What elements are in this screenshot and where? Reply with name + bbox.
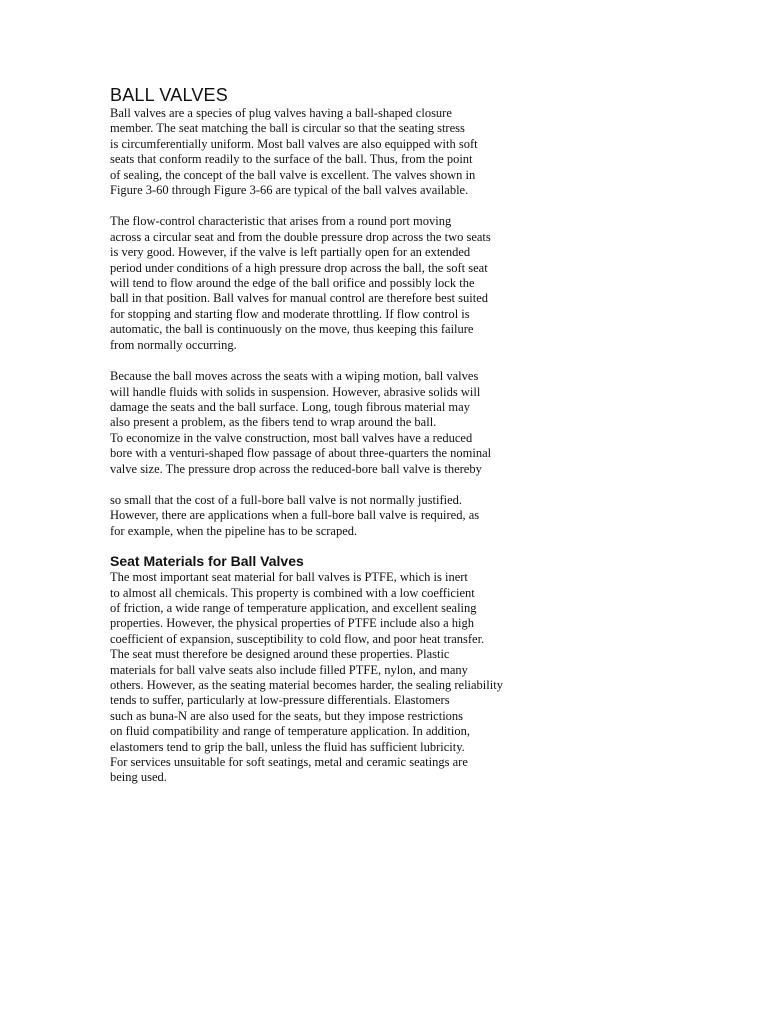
paragraph-line: will handle fluids with solids in suspension. However, abrasive solids will bbox=[110, 384, 481, 399]
paragraph-line: Figure 3-60 through Figure 3-66 are typical of the ball valves available. bbox=[110, 183, 469, 198]
paragraph-line: To economize in the valve construction, most ball valves have a reduced bbox=[110, 430, 473, 445]
paragraph-line: for stopping and starting flow and moderate throttling. If flow control is bbox=[110, 306, 470, 321]
document-page bbox=[110, 84, 670, 786]
paragraph-line: such as buna-N are also used for the seats, but they impose restrictions bbox=[110, 708, 464, 723]
paragraph-line: also present a problem, as the fibers tend to wrap around the ball. bbox=[110, 415, 437, 430]
flow-control-paragraph bbox=[110, 214, 670, 353]
seat-materials-paragraph bbox=[110, 570, 670, 786]
paragraph-spacer bbox=[110, 477, 670, 493]
paragraph-line: others. However, as the seating material becomes harder, the sealing reliability bbox=[110, 678, 503, 692]
paragraph-line: member. The seat matching the ball is circular so that the seating stress bbox=[110, 121, 465, 136]
paragraph-line: seats that conform readily to the surface of the ball. Thus, from the point bbox=[110, 152, 473, 167]
paragraph-line: The most important seat material for ball valves is PTFE, which is inert bbox=[110, 570, 468, 585]
paragraph-line: damage the seats and the ball surface. Long, tough fibrous material may bbox=[110, 399, 470, 414]
paragraph-line: For services unsuitable for soft seatings, metal and ceramic seatings are bbox=[110, 755, 468, 770]
page-title: BALL VALVES bbox=[110, 85, 228, 105]
paragraph-line: valve size. The pressure drop across the reduced-bore ball valve is thereby bbox=[110, 461, 482, 476]
continuation-paragraph bbox=[110, 493, 670, 539]
paragraph-line: to almost all chemicals. This property is combined with a low coefficient bbox=[110, 585, 475, 600]
paragraph-line: The flow-control characteristic that arises from a round port moving bbox=[110, 214, 452, 229]
paragraph-line: of friction, a wide range of temperature application, and excellent sealing bbox=[110, 600, 477, 615]
paragraph-line: is very good. However, if the valve is left partially open for an extended bbox=[110, 245, 471, 260]
paragraph-line: Ball valves are a species of plug valves having a ball-shaped closure bbox=[110, 106, 452, 120]
paragraph-line: will tend to flow around the edge of the ball orifice and possibly lock the bbox=[110, 276, 475, 291]
paragraph-line: is circumferentially uniform. Most ball valves are also equipped with soft bbox=[110, 136, 478, 151]
section-heading: Seat Materials for Ball Valves bbox=[110, 553, 304, 570]
paragraph-line: period under conditions of a high pressure drop across the ball, the soft seat bbox=[110, 260, 488, 275]
paragraph-line: across a circular seat and from the double pressure drop across the two seats bbox=[110, 229, 491, 244]
paragraph-spacer bbox=[110, 353, 670, 369]
paragraph-line: bore with a venturi-shaped flow passage of about three-quarters the nominal bbox=[110, 446, 492, 461]
paragraph-line: for example, when the pipeline has to be scraped. bbox=[110, 523, 358, 538]
paragraph-line: being used. bbox=[110, 770, 167, 785]
paragraph-line: so small that the cost of a full-bore ball valve is not normally justified. bbox=[110, 492, 463, 507]
paragraph-line: on fluid compatibility and range of temperature application. In addition, bbox=[110, 724, 470, 739]
intro-paragraph bbox=[110, 106, 670, 198]
paragraph-line: coefficient of expansion, susceptibility to cold flow, and poor heat transfer. bbox=[110, 631, 485, 646]
paragraph-line: However, there are applications when a full-bore ball valve is required, as bbox=[110, 508, 480, 523]
paragraph-line: Because the ball moves across the seats with a wiping motion, ball valves bbox=[110, 369, 479, 384]
paragraph-spacer bbox=[110, 539, 670, 553]
paragraph-line: elastomers tend to grip the ball, unless the fluid has sufficient lubricity. bbox=[110, 739, 465, 754]
paragraph-line: from normally occurring. bbox=[110, 337, 237, 352]
paragraph-spacer bbox=[110, 198, 670, 214]
paragraph-line: of sealing, the concept of the ball valve is excellent. The valves shown in bbox=[110, 167, 476, 182]
paragraph-line: automatic, the ball is continuously on the move, thus keeping this failure bbox=[110, 322, 474, 337]
paragraph-line: ball in that position. Ball valves for manual control are therefore best suited bbox=[110, 291, 489, 306]
paragraph-line: materials for ball valve seats also include filled PTFE, nylon, and many bbox=[110, 662, 468, 677]
paragraph-line: tends to suffer, particularly at low-pressure differentials. Elastomers bbox=[110, 693, 450, 708]
paragraph-line: properties. However, the physical properties of PTFE include also a high bbox=[110, 616, 474, 631]
wiping-motion-paragraph bbox=[110, 369, 670, 477]
paragraph-line: The seat must therefore be designed around these properties. Plastic bbox=[110, 647, 450, 662]
